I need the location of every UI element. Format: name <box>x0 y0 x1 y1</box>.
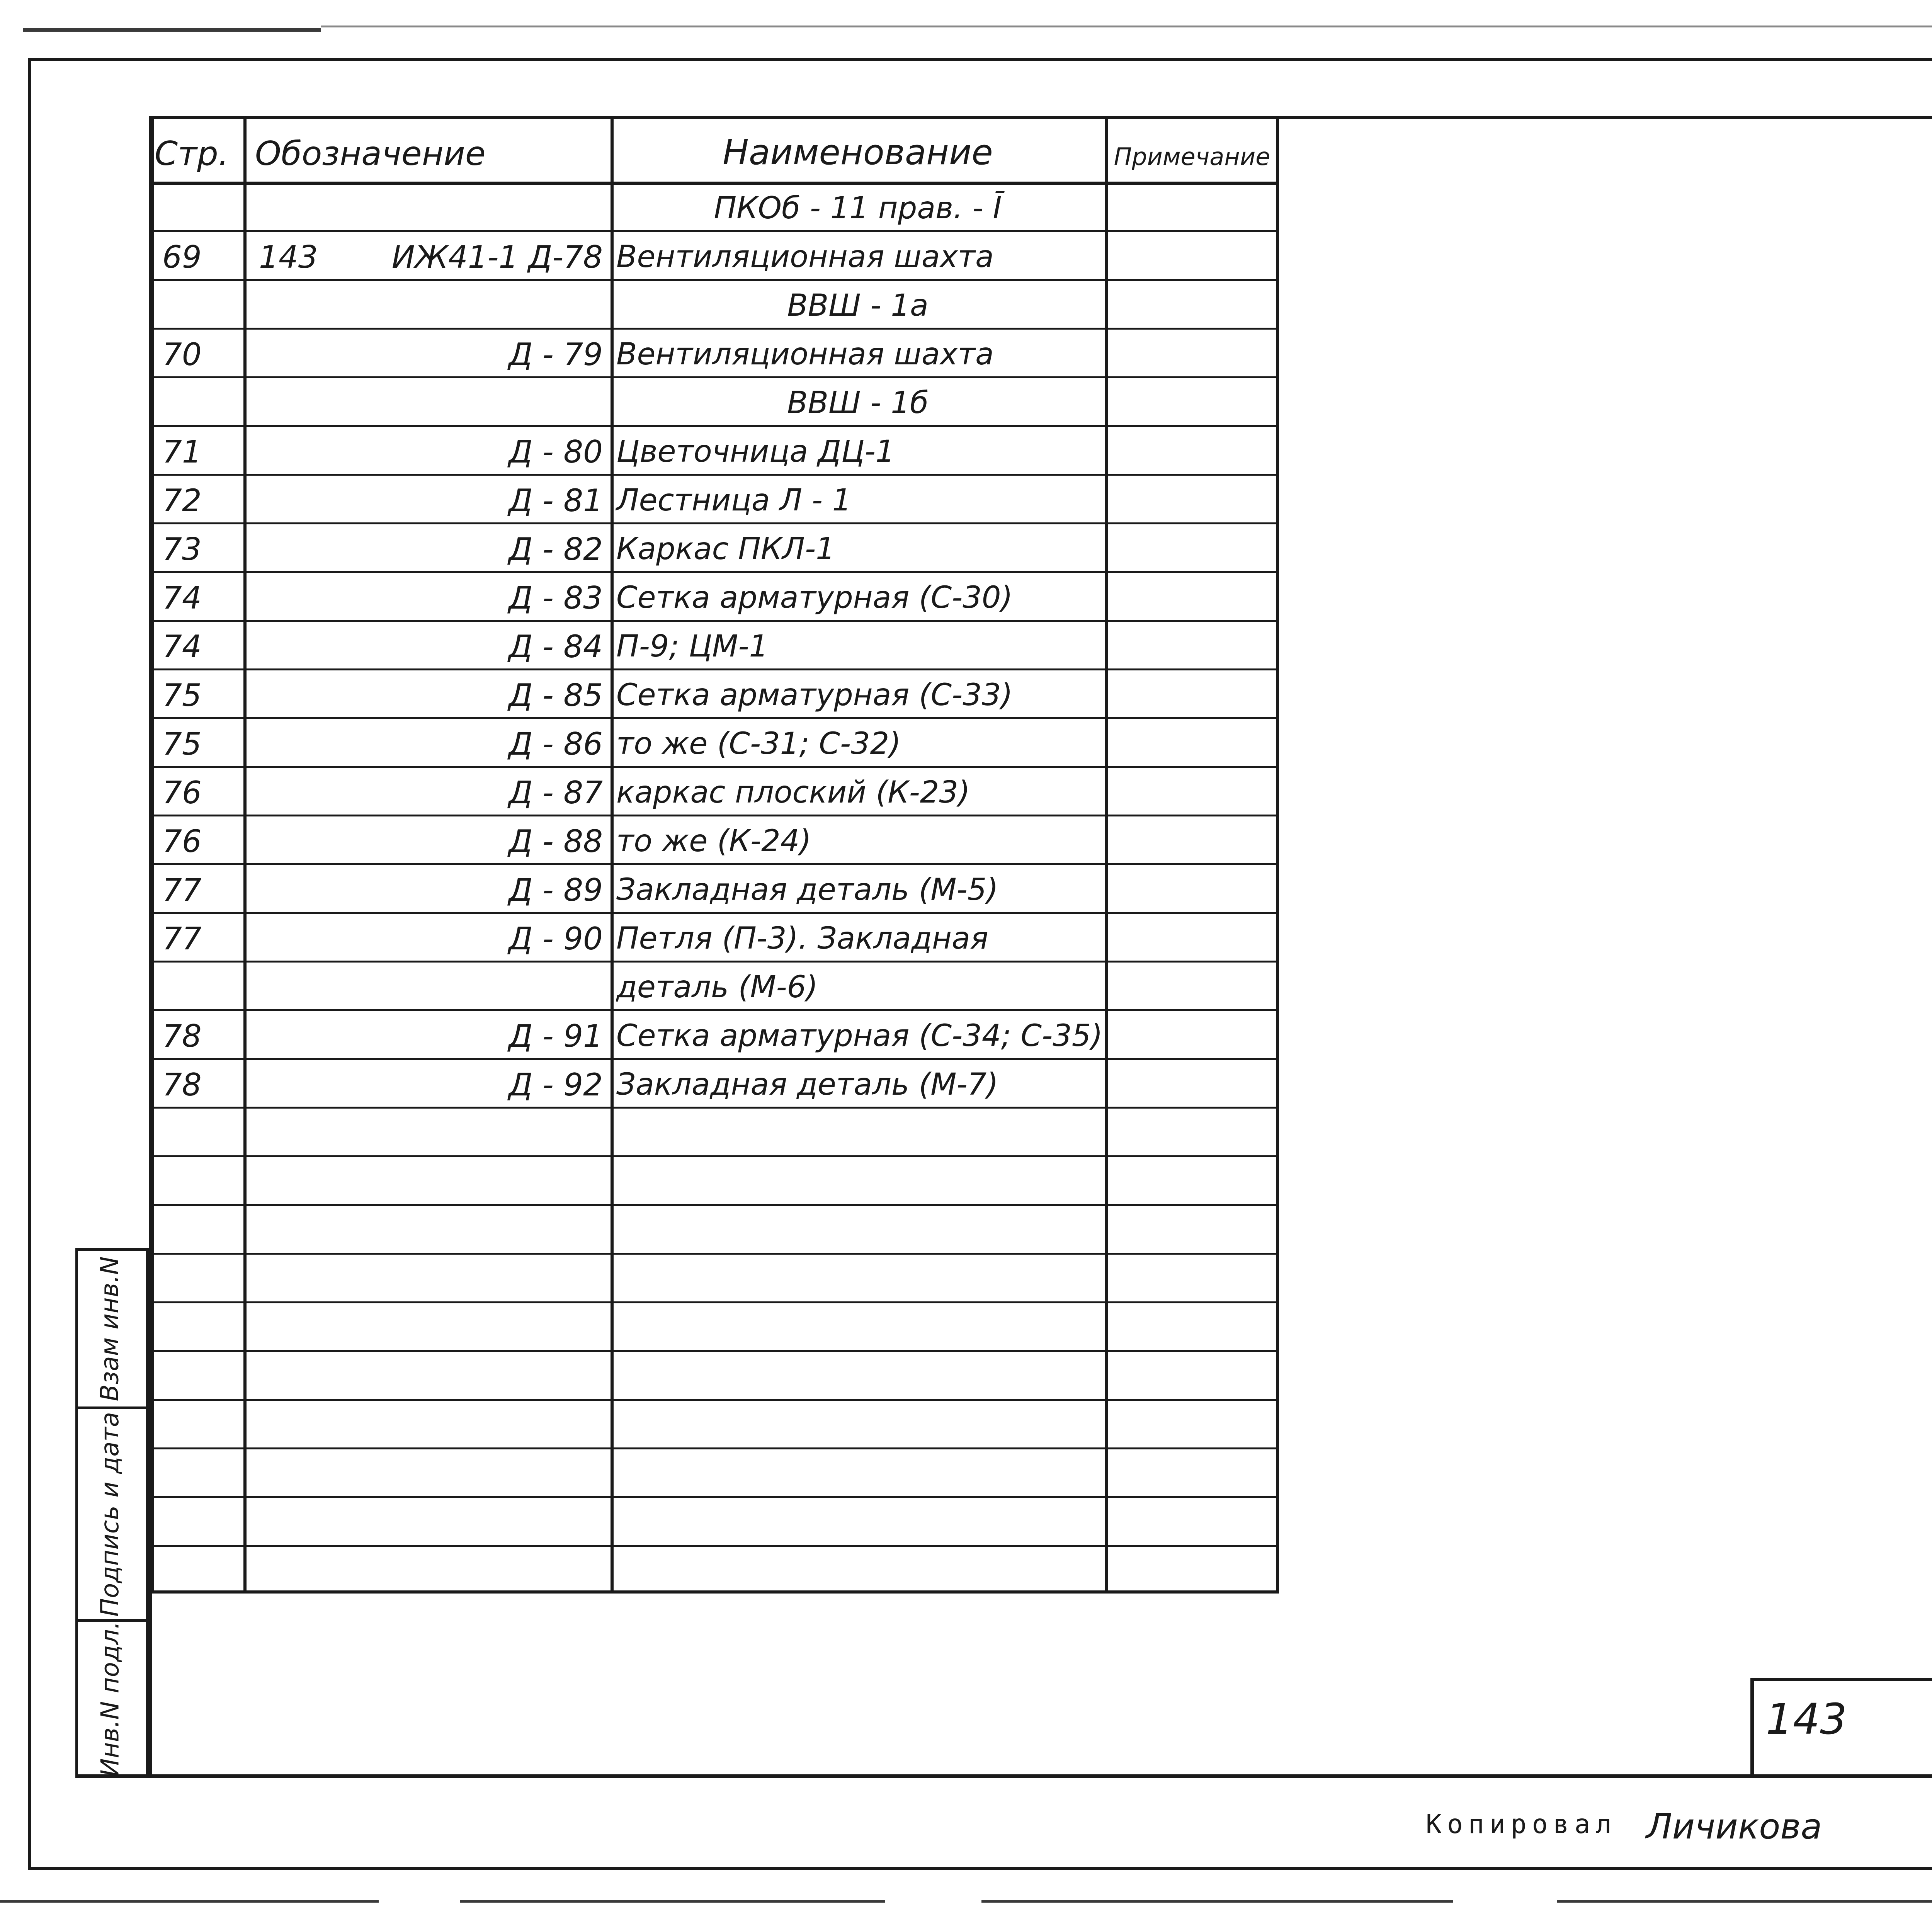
table-row-line <box>151 376 1279 378</box>
footer-copied-label: Копировал <box>1426 1809 1617 1840</box>
table-row-line <box>151 815 1279 816</box>
row-doc: 143 <box>259 239 318 275</box>
table-row-line <box>151 474 1279 476</box>
side-podpis-label: Подпись и дата <box>96 1412 124 1617</box>
table-row-line <box>151 1399 1279 1401</box>
table-row-line <box>151 1107 1279 1109</box>
table-col-line-4 <box>1276 116 1279 1594</box>
row-page: 76 <box>162 775 202 811</box>
title-block-top <box>1750 1678 1932 1681</box>
table-row-line <box>151 328 1279 330</box>
bottom-scan-line <box>460 1900 885 1903</box>
row-code: Д - 80 <box>508 434 603 470</box>
table-row-line <box>151 620 1279 622</box>
row-code: Д - 86 <box>508 726 603 762</box>
header-name: Наименование <box>723 132 993 173</box>
row-name: то же (С-31; С-32) <box>616 726 901 761</box>
row-name: Лестница Л - 1 <box>616 483 852 518</box>
row-code: Д - 83 <box>508 580 603 616</box>
side-stamp-top <box>75 1248 149 1251</box>
table-row-line <box>151 668 1279 670</box>
table-row-line <box>151 1301 1279 1303</box>
side-stamp-div1 <box>75 1406 149 1409</box>
row-code: Д - 92 <box>508 1067 603 1103</box>
row-page: 74 <box>162 629 202 665</box>
table-row-line <box>151 571 1279 573</box>
row-name: Вентиляционная шахта <box>616 337 994 372</box>
table-row-line <box>151 1253 1279 1255</box>
table-row-line <box>151 717 1279 719</box>
table-col-line-0 <box>151 116 154 1594</box>
table-row-line <box>151 1009 1279 1011</box>
table-row-line <box>151 961 1279 963</box>
row-code: Д - 91 <box>508 1018 603 1054</box>
row-name: ВВШ - 1б <box>787 386 929 420</box>
row-name: Сетка арматурная (С-33) <box>616 678 1013 713</box>
footer-copied-by: Личикова <box>1646 1806 1822 1847</box>
side-vzam-cell <box>75 1251 145 1406</box>
side-vzam-label: Взам инв.N <box>96 1256 124 1401</box>
title-block-left <box>1750 1678 1754 1776</box>
frame-left <box>28 58 31 1870</box>
table-row-line <box>151 1058 1279 1060</box>
row-code: Д - 88 <box>508 823 603 859</box>
row-page: 78 <box>162 1018 202 1054</box>
row-page: 74 <box>162 580 202 616</box>
side-podpis-cell <box>75 1409 145 1619</box>
table-row-line <box>151 863 1279 865</box>
row-code: Д - 87 <box>508 775 603 811</box>
row-page: 72 <box>162 483 202 519</box>
table-row-line <box>151 912 1279 914</box>
title-series: 143 <box>1766 1694 1847 1744</box>
row-name: П-9; ЦМ-1 <box>616 629 769 664</box>
row-name: Цветочница ДЦ-1 <box>616 434 895 469</box>
table-bottom-border <box>151 1590 1279 1594</box>
row-page: 70 <box>162 337 202 372</box>
table-row-line <box>151 1204 1279 1206</box>
row-page: 78 <box>162 1067 202 1103</box>
bottom-scan-line <box>0 1900 379 1903</box>
top-scan-line <box>23 28 321 32</box>
row-name: деталь (М-6) <box>616 970 818 1005</box>
table-row-line <box>151 425 1279 427</box>
row-name: Петля (П-3). Закладная <box>616 921 988 956</box>
bottom-scan-line <box>1557 1900 1932 1903</box>
frame-top <box>29 58 1932 61</box>
row-page: 77 <box>162 921 202 957</box>
row-page: 71 <box>162 434 202 470</box>
row-name: Закладная деталь (М-5) <box>616 872 998 907</box>
row-code: Д - 84 <box>508 629 603 665</box>
table-row-line <box>151 1350 1279 1352</box>
side-inv-cell <box>75 1622 145 1776</box>
row-name: Сетка арматурная (С-30) <box>616 580 1013 615</box>
row-page: 75 <box>162 677 202 713</box>
header-page: Стр. <box>155 134 229 173</box>
table-row-line <box>151 1447 1279 1449</box>
frame-bottom <box>28 1867 1932 1870</box>
row-page: 77 <box>162 872 202 908</box>
table-row-line <box>151 766 1279 768</box>
row-code: Д - 90 <box>508 921 603 957</box>
table-row-line <box>151 1155 1279 1157</box>
row-name: Каркас ПКЛ-1 <box>616 532 835 566</box>
table-row-line <box>151 1545 1279 1547</box>
row-code: Д - 81 <box>508 483 603 519</box>
table-top-border <box>151 116 1279 119</box>
row-code: Д - 89 <box>508 872 603 908</box>
table-row-line <box>151 522 1279 524</box>
row-page: 76 <box>162 823 202 859</box>
header-designation: Обозначение <box>255 134 486 173</box>
bottom-scan-line <box>981 1900 1453 1903</box>
row-name: Сетка арматурная (С-34; С-35) <box>616 1019 1103 1053</box>
table-row-line <box>151 1496 1279 1498</box>
row-page: 73 <box>162 531 202 567</box>
row-name: каркас плоский (К-23) <box>616 775 970 810</box>
specification-table <box>151 116 1279 1594</box>
header-note: Примечание <box>1114 143 1270 171</box>
row-name: Закладная деталь (М-7) <box>616 1067 998 1102</box>
row-name: то же (К-24) <box>616 824 811 859</box>
row-code: ИЖ41-1 Д-78 <box>391 239 603 275</box>
inner-frame-bottom <box>75 1774 1932 1778</box>
top-scan-line <box>321 26 1932 27</box>
table-col-line-1 <box>243 116 247 1594</box>
table-row-line <box>151 279 1279 281</box>
row-name: ВВШ - 1а <box>787 288 929 323</box>
table-col-line-3 <box>1105 116 1108 1594</box>
row-code: Д - 82 <box>508 531 603 567</box>
row-page: 69 <box>162 239 202 275</box>
row-page: 75 <box>162 726 202 762</box>
table-row-line <box>151 230 1279 232</box>
side-inv-label: Инв.N подл. <box>96 1621 124 1777</box>
side-stamp-right <box>146 1248 149 1777</box>
row-name: Вентиляционная шахта <box>616 240 994 274</box>
table-col-line-2 <box>611 116 614 1594</box>
table-header-divider <box>151 182 1279 185</box>
row-code: Д - 79 <box>508 337 603 372</box>
row-name: ПКОб - 11 прав. - Ī <box>714 191 1002 226</box>
row-code: Д - 85 <box>508 677 603 713</box>
